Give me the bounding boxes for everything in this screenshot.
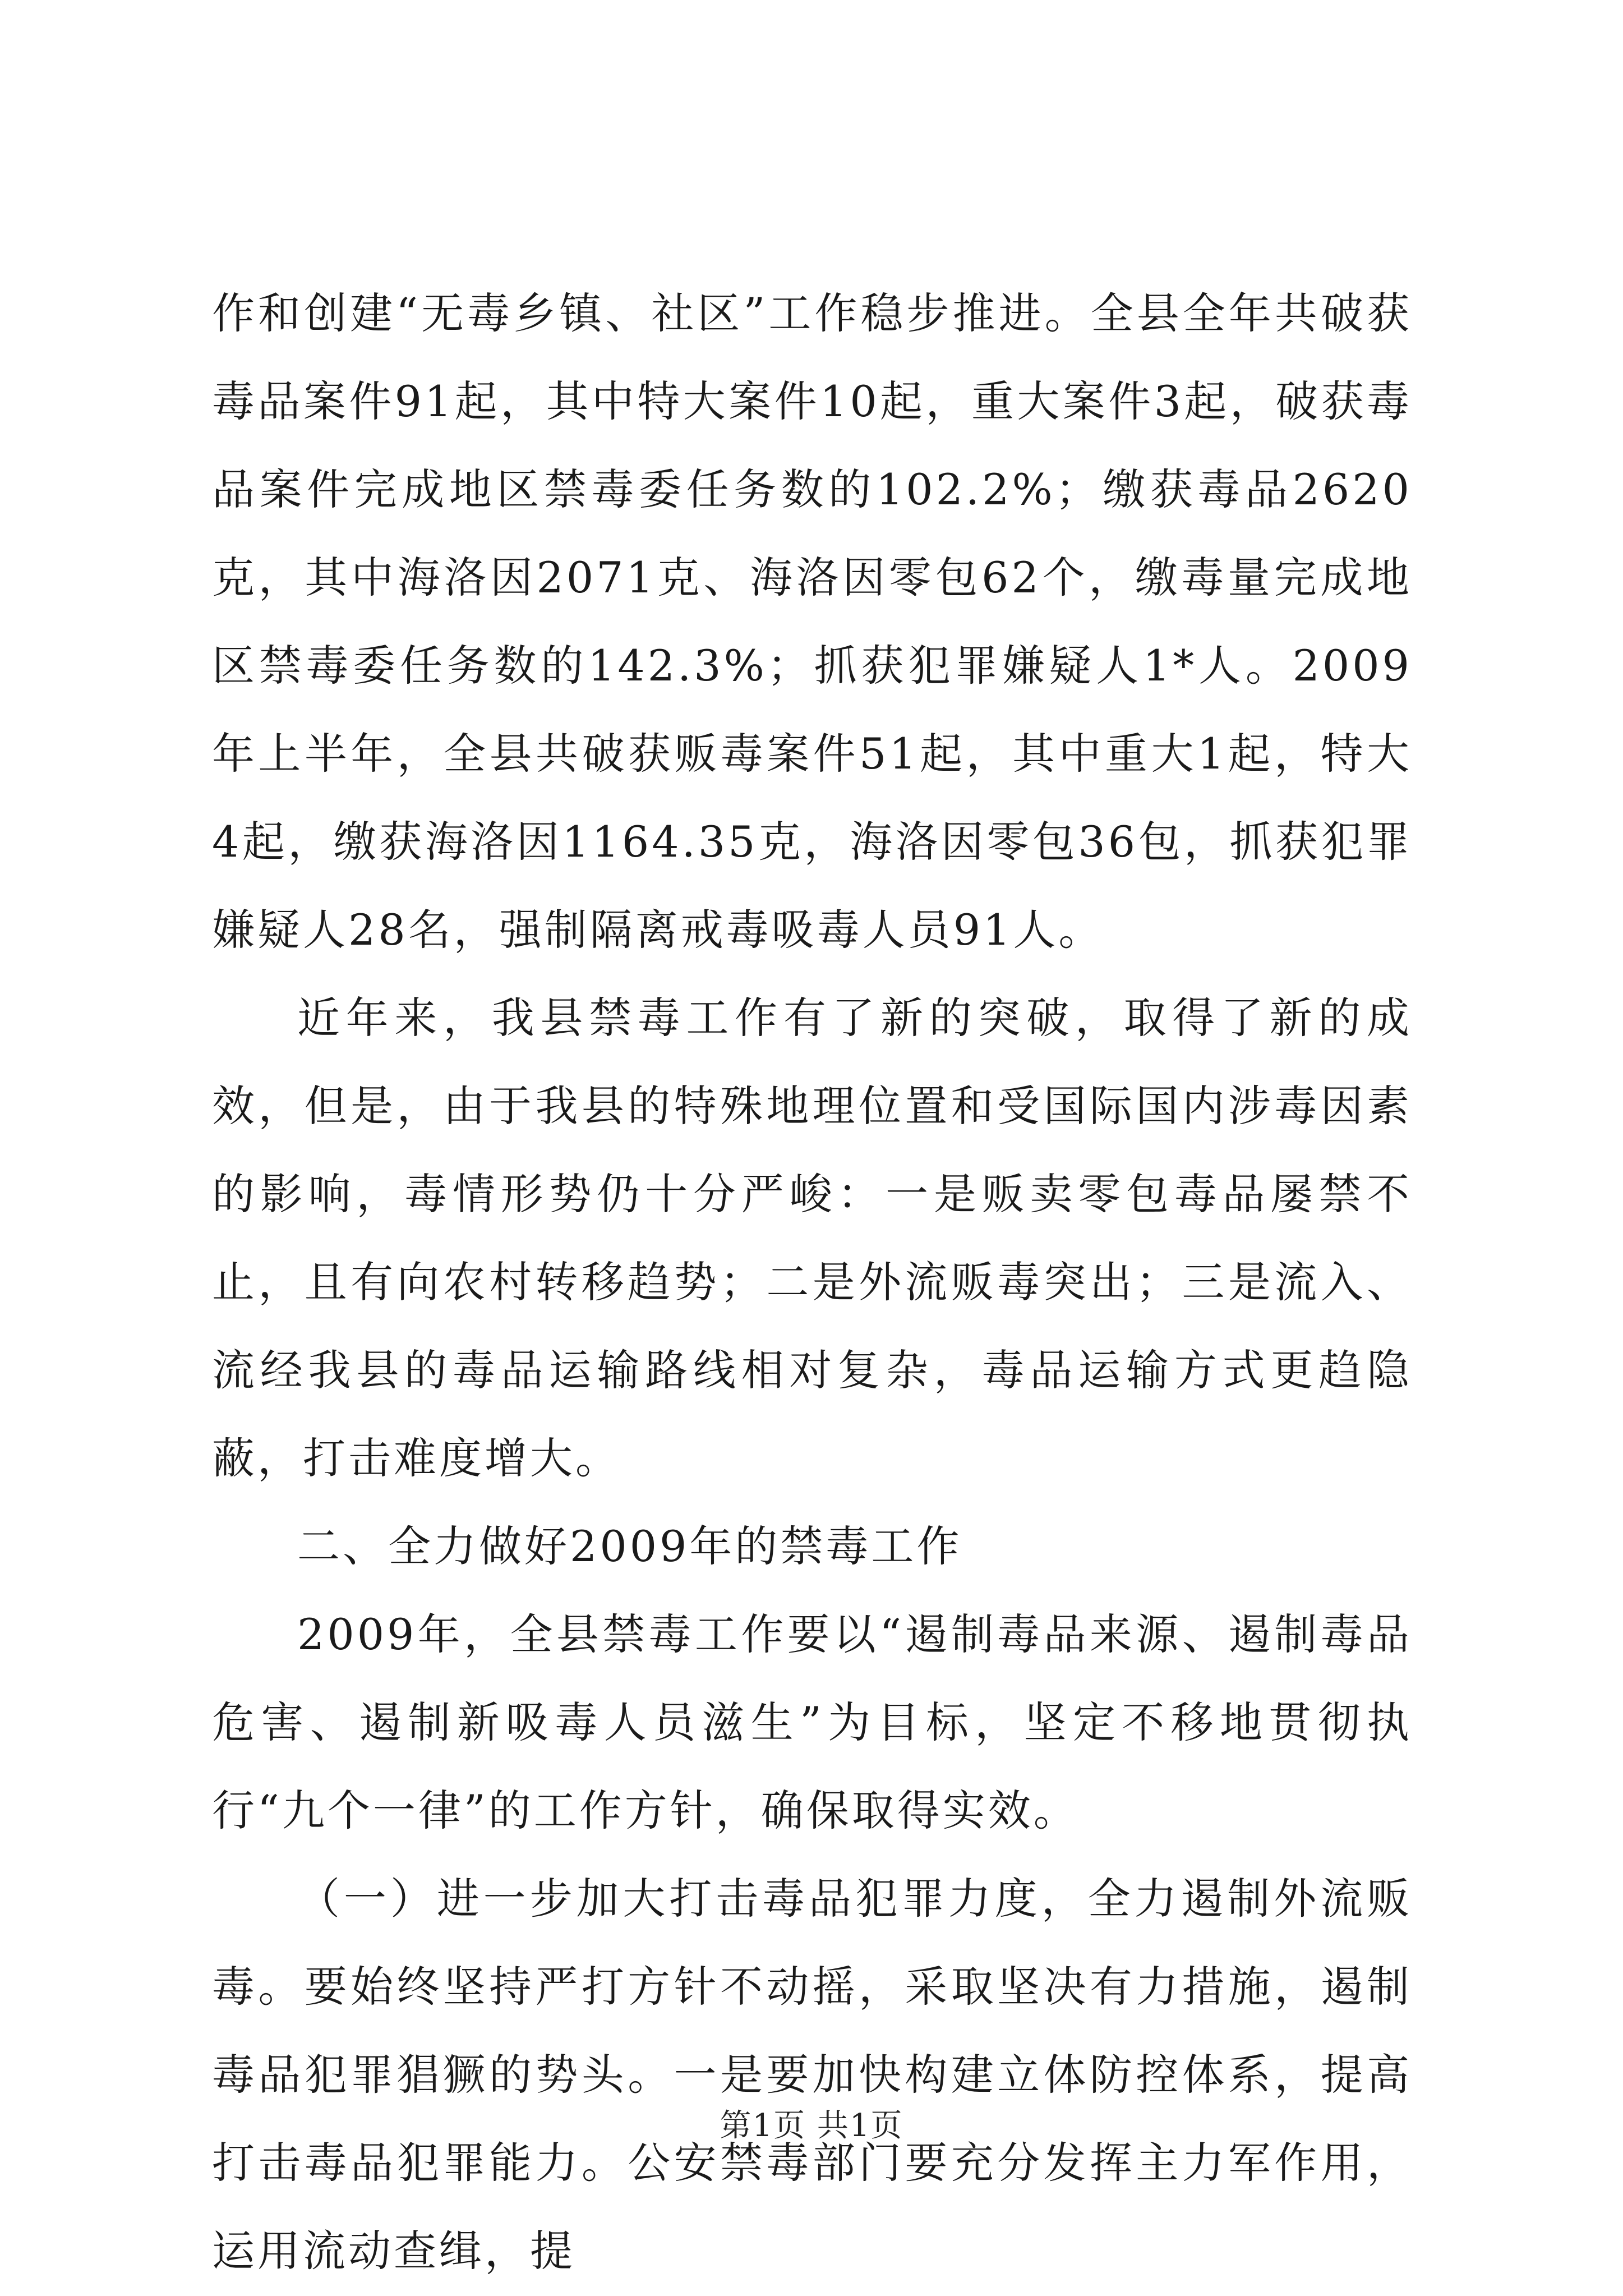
section-heading-2009-work: 二、全力做好2009年的禁毒工作 [297,1521,962,1571]
page-number-footer: 第1页 共1页 [720,2108,903,2144]
document-body [212,269,1412,2295]
paragraph-drug-situation: 近年来，我县禁毒工作有了新的突破，取得了新的成效，但是，由于我县的特殊地理位置和受国际国内涉毒因素的影响，毒情形势仍十分严峻：一是贩卖零包毒品屡禁不止，且有向农村转移趋势；二是外流贩毒突出；三是流入、流经我县的毒品运输路线相对复杂，毒品运输方式更趋隐蔽，打击难度增大。 [212,993,1412,1483]
paragraph-drug-case-statistics: 作和创建“无毒乡镇、社区”工作稳步推进。全县全年共破获毒品案件91起，其中特大案件10起，重大案件3起，破获毒品案件完成地区禁毒委任务数的102.2%；缴获毒品2620克，其中海洛因2071克、海洛因零包62个，缴毒量完成地区禁毒委任务数的142.3%；抓获犯罪嫌疑人1*人。2009年上半年，全县共破获贩毒案件51起，其中重大1起，特大4起，缴获海洛因1164.35克，海洛因零包36包，抓获犯罪嫌疑人28名，强制隔离戒毒吸毒人员91人。 [212,288,1412,955]
paragraph-crackdown-measures: （一）进一步加大打击毒品犯罪力度，全力遏制外流贩毒。要始终坚持严打方针不动摇，采取坚决有力措施，遏制毒品犯罪猖獗的势头。一是要加快构建立体防控体系，提高打击毒品犯罪能力。公安禁毒部门要充分发挥主力军作用，运用流动查缉，提 [212,1874,1412,2276]
paragraph-2009-goals: 2009年，全县禁毒工作要以“遏制毒品来源、遏制毒品危害、遏制新吸毒人员滋生”为目标，坚定不移地贯彻执行“九个一律”的工作方针，确保取得实效。 [212,1609,1412,1835]
